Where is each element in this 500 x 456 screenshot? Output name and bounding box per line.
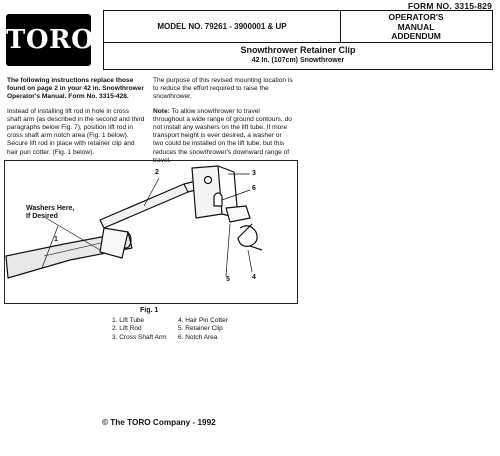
arm-hole <box>205 177 212 184</box>
figure-legend-right <box>178 317 228 342</box>
callout-3: 3 <box>252 170 256 177</box>
instructions-paragraph: Instead of installing lift rod in hole in cross shaft arm (as described in the second and third paragraphs below Fig. 7), position lift rod in cross shaft arm notch area (Fig. 1 below). Secure lift rod in place with retainer clip and hair pun cotter. (Fig. 1 below). <box>7 107 145 156</box>
header-box <box>103 10 493 70</box>
note-label: Note: <box>153 107 170 115</box>
lift-rod-bracket <box>100 228 128 258</box>
note-paragraph <box>153 108 293 165</box>
legend-item: 1. Lift Tube <box>112 317 145 324</box>
callout-5: 5 <box>226 276 230 283</box>
header-divider-horizontal <box>104 42 492 43</box>
legend-item: 5. Retainer Clip <box>178 325 223 333</box>
legend-item: 3. Cross Shaft Arm <box>112 333 167 341</box>
notch-area <box>214 193 222 206</box>
manual-addendum-title <box>341 13 491 42</box>
toro-logo <box>6 14 95 66</box>
intro-paragraph: The following instructions replace those found on page 2 in your 42 in. Snowthrower Operator's Manual. Form No. 3315-428. <box>7 77 145 101</box>
figure-caption: Fig. 1 <box>140 307 159 314</box>
legend-item: 4. Hair Pin Cotter <box>178 317 228 324</box>
note-text: To allow snowthrower to travel throughout a wide range of ground contours, do not install any washers on the lift tube. If more transport height is ever desired, a washer or two could be installed on the lift tube, but this reduces the snowthrower's downward range of travel. <box>153 107 292 164</box>
hair-pin-cotter <box>238 224 257 246</box>
callout-4: 4 <box>252 274 256 281</box>
model-number: MODEL NO. 79261 - 3900001 & UP <box>157 22 287 31</box>
retainer-clip <box>226 206 250 222</box>
subject-subtitle: 42 In. (107cm) Snowthrower <box>251 57 345 64</box>
figure-legend-left <box>112 317 167 342</box>
addendum-line: ADDENDUM <box>391 31 441 41</box>
figure-illustration <box>4 160 298 304</box>
addendum-line: OPERATOR'S <box>388 12 444 22</box>
addendum-line: MANUAL <box>397 21 435 32</box>
purpose-paragraph: The purpose of this revised mounting location is to reduce the effort required to raise the snowthrower. <box>153 77 293 101</box>
washers-callout-line: Washers Here, <box>26 205 75 212</box>
logo-text: TORO <box>6 25 95 55</box>
copyright-notice: © The TORO Company - 1992 <box>102 418 216 427</box>
callout-6: 6 <box>252 185 256 192</box>
subject-title: Snowthrower Retainer Clip <box>240 45 356 55</box>
callout-1: 1 <box>54 236 58 243</box>
right-column <box>153 77 293 171</box>
callout-2: 2 <box>155 169 159 176</box>
washers-callout-line: If Desired <box>26 213 58 220</box>
left-column <box>7 77 145 163</box>
hair-pin-tail <box>250 246 262 250</box>
form-number: FORM NO. 3315-829 <box>407 1 492 11</box>
washers-callout <box>26 205 74 221</box>
cross-shaft-arm <box>192 166 222 218</box>
legend-item: 2. Lift Rod <box>112 325 142 333</box>
legend-item: 6. Notch Area <box>178 333 218 341</box>
